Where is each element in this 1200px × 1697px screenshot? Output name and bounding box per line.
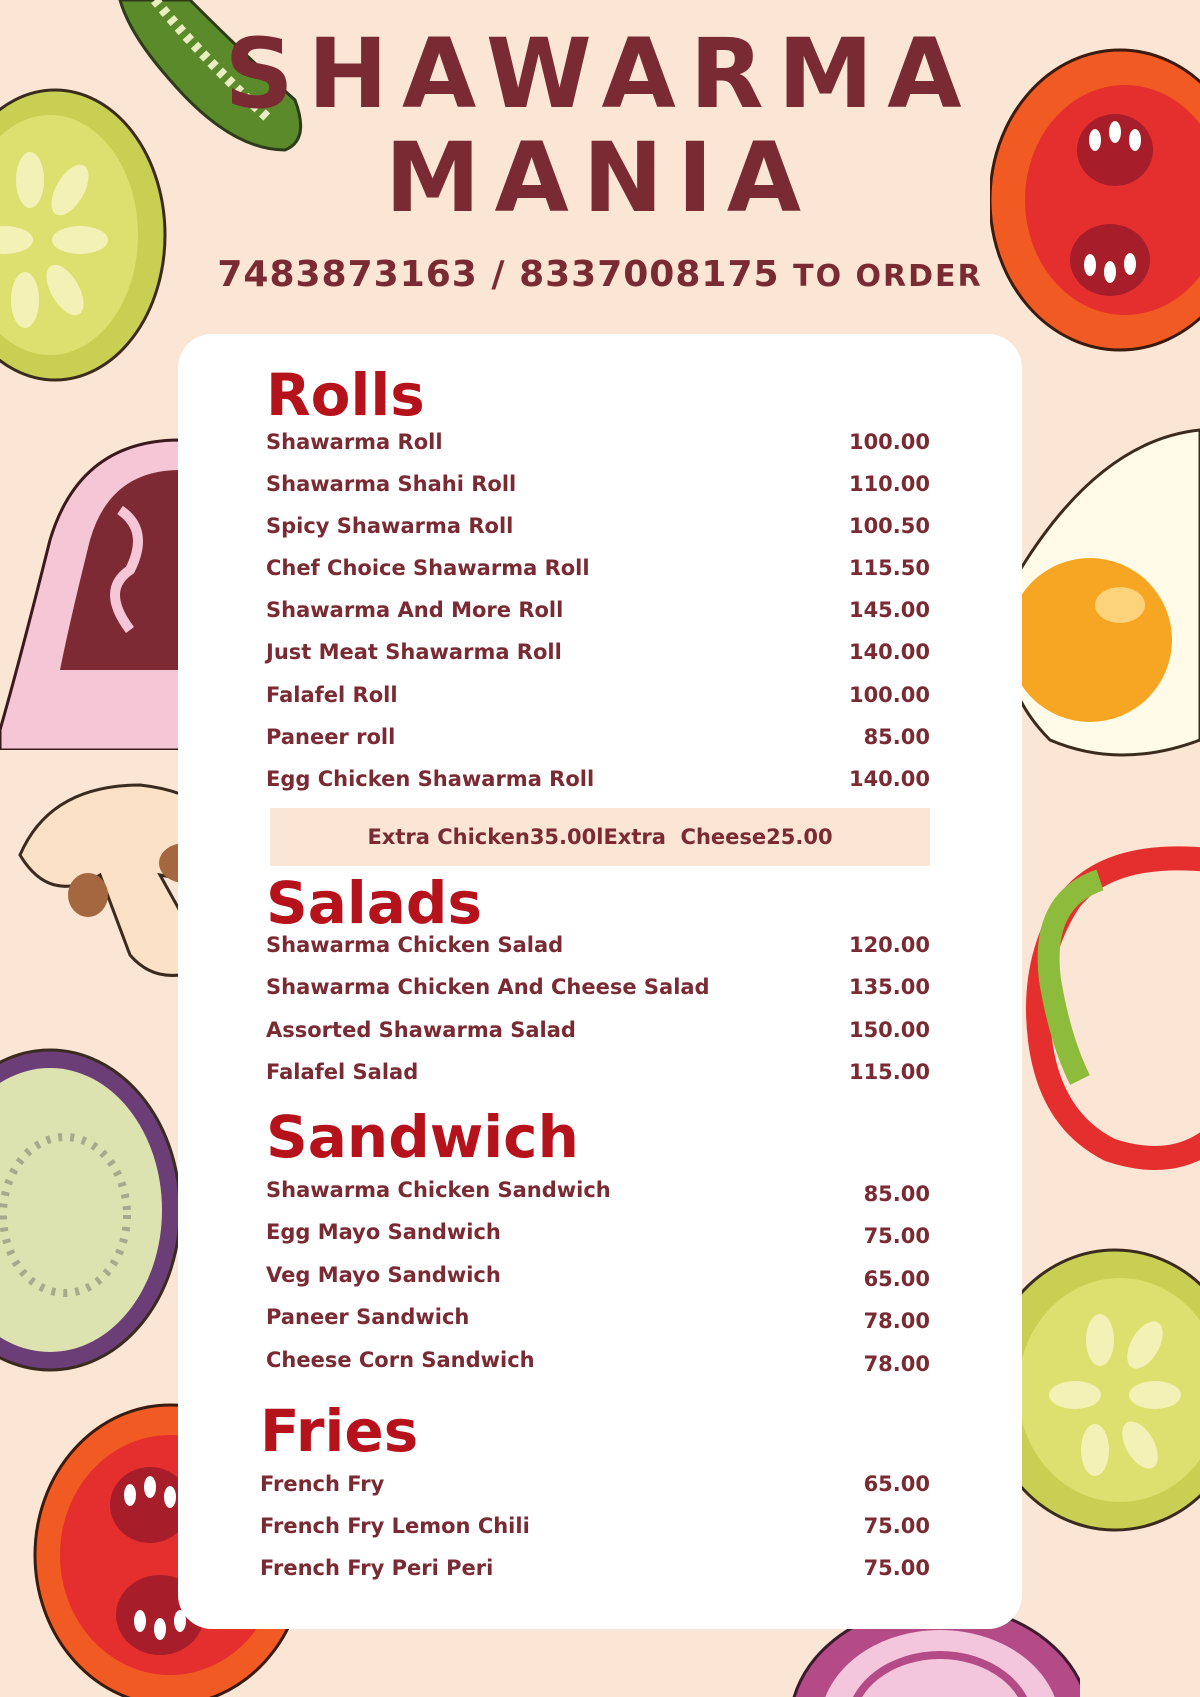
item-price: 65.00 (863, 1267, 930, 1291)
phone-suffix: TO ORDER (793, 259, 983, 294)
bell-pepper-ring-icon (1010, 840, 1200, 1180)
item-price: 135.00 (848, 975, 930, 999)
extra-cheese-label: Extra Cheese (603, 825, 767, 849)
item-price: 120.00 (848, 933, 930, 957)
item-name: Shawarma Chicken And Cheese Salad (266, 975, 710, 999)
item-price: 115.00 (848, 1060, 930, 1084)
item-name: Cheese Corn Sandwich (266, 1348, 535, 1372)
menu-item (266, 600, 930, 621)
section-title-fries: Fries (260, 1397, 419, 1465)
menu-item (266, 432, 930, 453)
item-price: 115.50 (848, 556, 930, 580)
menu-item (266, 558, 930, 579)
item-name: Assorted Shawarma Salad (266, 1018, 576, 1042)
item-price: 100.00 (848, 683, 930, 707)
menu-item (266, 1020, 930, 1041)
menu-item (260, 1474, 930, 1495)
item-name: Paneer Sandwich (266, 1305, 470, 1329)
item-price: 75.00 (863, 1224, 930, 1248)
menu-item (266, 1062, 930, 1083)
menu-item (266, 769, 930, 790)
menu-item (266, 727, 930, 748)
item-name: Spicy Shawarma Roll (266, 514, 514, 538)
item-price: 100.00 (848, 430, 930, 454)
menu-item (266, 642, 930, 663)
item-price: 140.00 (848, 640, 930, 664)
item-name: French Fry Lemon Chili (260, 1514, 530, 1538)
item-price: 75.00 (863, 1556, 930, 1580)
order-phone-line (0, 254, 1200, 295)
beet-slice-icon (0, 430, 180, 750)
item-price: 78.00 (863, 1352, 930, 1376)
item-name: Shawarma Chicken Salad (266, 933, 564, 957)
item-name: Just Meat Shawarma Roll (266, 640, 562, 664)
menu-item (266, 1178, 930, 1206)
extras-bar (270, 808, 930, 866)
item-price: 110.00 (848, 472, 930, 496)
section-title-sandwich: Sandwich (266, 1103, 579, 1171)
item-name: Veg Mayo Sandwich (266, 1263, 501, 1287)
item-name: Shawarma Roll (266, 430, 443, 454)
menu-item (260, 1516, 930, 1537)
item-name: Shawarma Shahi Roll (266, 472, 517, 496)
menu-item (266, 516, 930, 537)
extra-chicken-price: 35.00 (529, 825, 597, 849)
item-price: 85.00 (863, 1182, 930, 1206)
item-price: 85.00 (863, 725, 930, 749)
item-price: 75.00 (863, 1514, 930, 1538)
item-price: 145.00 (848, 598, 930, 622)
menu-item (266, 1220, 930, 1248)
menu-item (266, 1348, 930, 1376)
item-name: Chef Choice Shawarma Roll (266, 556, 590, 580)
item-name: Egg Chicken Shawarma Roll (266, 767, 595, 791)
item-price: 100.50 (848, 514, 930, 538)
menu-item (266, 1263, 930, 1291)
section-title-salads: Salads (266, 869, 482, 937)
item-name: French Fry (260, 1472, 385, 1496)
menu-item (266, 474, 930, 495)
menu-item (266, 977, 930, 998)
extras-separator: l (596, 825, 604, 849)
item-name: Shawarma And More Roll (266, 598, 564, 622)
item-price: 78.00 (863, 1309, 930, 1333)
item-price: 65.00 (863, 1472, 930, 1496)
item-name: Falafel Salad (266, 1060, 419, 1084)
phone-numbers: 7483873163 / 8337008175 (217, 254, 780, 295)
title-line-2: MANIA (384, 122, 816, 234)
title-line-1: SHAWARMA (224, 18, 976, 130)
item-name: Falafel Roll (266, 683, 398, 707)
item-price: 140.00 (848, 767, 930, 791)
menu-item (266, 685, 930, 706)
item-name: French Fry Peri Peri (260, 1556, 494, 1580)
menu-item (266, 935, 930, 956)
menu-item (260, 1558, 930, 1579)
section-title-rolls: Rolls (266, 361, 425, 429)
item-name: Paneer roll (266, 725, 396, 749)
eggplant-slice-icon (0, 1040, 180, 1380)
item-name: Shawarma Chicken Sandwich (266, 1178, 611, 1202)
item-name: Egg Mayo Sandwich (266, 1220, 501, 1244)
extra-cheese-price: 25.00 (766, 825, 833, 849)
item-price: 150.00 (848, 1018, 930, 1042)
extra-chicken-label: Extra Chicken (367, 825, 530, 849)
menu-item (266, 1305, 930, 1333)
